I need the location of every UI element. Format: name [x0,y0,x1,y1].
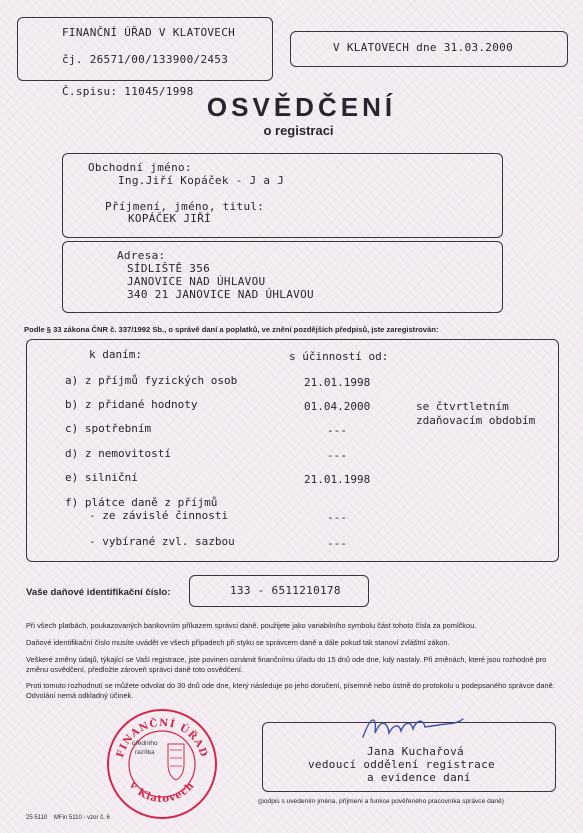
issue-date: V KLATOVECH dne 31.03.2000 [333,41,513,54]
tax-row-d-date: --- [327,449,347,462]
notice-1: Při všech platbách, poukazovaných bankovním příkazem správci daně, použijete jako variabilního symbolu část tohoto čísla za pomlčkou. [26,621,477,630]
tax-row-e-label: e) silniční [65,471,138,484]
notice-3: Veškeré změny údajů, týkající se Vaší registrace, jste povinen oznámit finančnímu úřadu do 15 dnů ode dne, kdy nastaly. Při změnách, které jsou rozhodné pro změnu osvědčení, předložte zároveň správci daně toto osvědčení. [26,655,547,674]
tax-row-f1-date: --- [327,511,347,524]
stamp-text-bottom: v Klatovech [126,780,198,806]
tax-row-f1-label: - ze závislé činnosti [89,509,229,522]
address-line-3: 340 21 JANOVICE NAD ÚHLAVOU [127,288,314,301]
tax-row-f2-label: - vybírané zvl. sazbou [89,535,235,548]
file-number: Č.spisu: 11045/1998 [62,85,194,98]
dic-label: Vaše daňové identifikační číslo: [26,587,171,598]
tax-row-b-date: 01.04.2000 [304,400,371,413]
business-name-label: Obchodní jméno: [88,161,192,174]
signatory-name: Jana Kuchařová [367,745,464,758]
tax-row-f2-date: --- [327,537,347,550]
tax-row-c-label: c) spotřebním [65,422,152,435]
address-line-2: JANOVICE NAD ÚHLAVOU [127,275,266,288]
address-line-1: SÍDLIŠTĚ 356 [127,262,211,275]
office-box [17,17,273,81]
tax-row-d-label: d) z nemovitostí [65,447,171,460]
address-label: Adresa: [117,249,166,262]
law-statement: Podle § 33 zákona ČNR č. 337/1992 Sb., o správě daní a poplatků, ve znění pozdějších předpisů, jste zaregistrován: [24,325,439,334]
tax-registration-box [26,339,559,562]
vat-period-note-2: zdaňovacím obdobím [416,414,536,427]
stamp-text-top: FINANČNÍ ÚŘAD [114,717,210,760]
vat-period-note-1: se čtvrtletním [416,400,509,413]
signature-scribble-icon [359,711,469,745]
notice-4: Proti tomuto rozhodnutí se můžete odvolat do 30 dnů ode dne, který následuje po jeho doručení, písemně nebo ústně do protokolu u podepsaného správce daně. Odvolání nemá odkladný účinek. [26,681,555,700]
tax-row-a-date: 21.01.1998 [304,376,371,389]
form-code: 25 5110 MFin 5110 - vzor č. 6 [26,815,110,821]
signature-caption: (podpis s uvedením jména, příjmení a funkce pověřeného pracovníka správce daně) [258,798,504,805]
stamp-inner-2: razítka [135,749,155,756]
document-subtitle: o registraci [263,123,334,138]
person-name-value: KOPÁČEK JIŘÍ [128,212,212,225]
dic-value: 133 - 6511210178 [230,584,341,597]
stamp-inner-1: úředního [132,740,158,747]
address-box [62,241,503,313]
taxes-header-right: s účinností od: [289,350,389,363]
taxes-header-left: k daním: [89,348,142,361]
official-stamp [104,706,220,822]
reference-number: čj. 26571/00/133900/2453 [62,53,229,66]
signatory-role-2: a evidence daní [367,771,471,784]
tax-row-a-label: a) z příjmů fyzických osob [65,374,238,387]
dic-box [189,575,369,607]
notice-2: Daňové identifikační číslo musíte uvádět ve všech případech při styku se správcem daně a dále pokud tak stanoví zvláštní zákon. [26,638,450,647]
office-name: FINANČNÍ ÚŘAD V KLATOVECH [62,26,236,39]
name-box [62,153,503,238]
date-box [290,31,568,67]
tax-row-b-label: b) z přidané hodnoty [65,398,198,411]
signature-box [262,722,556,792]
stamp-seal-icon [104,706,220,822]
signatory-role-1: vedoucí oddělení registrace [308,758,495,771]
document-title: OSVĚDČENÍ [206,92,397,122]
tax-row-c-date: --- [327,424,347,437]
tax-row-e-date: 21.01.1998 [304,473,371,486]
business-name-value: Ing.Jiří Kopáček - J a J [118,174,285,187]
person-name-label: Příjmení, jméno, titul: [105,200,265,213]
tax-row-f-label: f) plátce daně z příjmů [65,496,218,509]
